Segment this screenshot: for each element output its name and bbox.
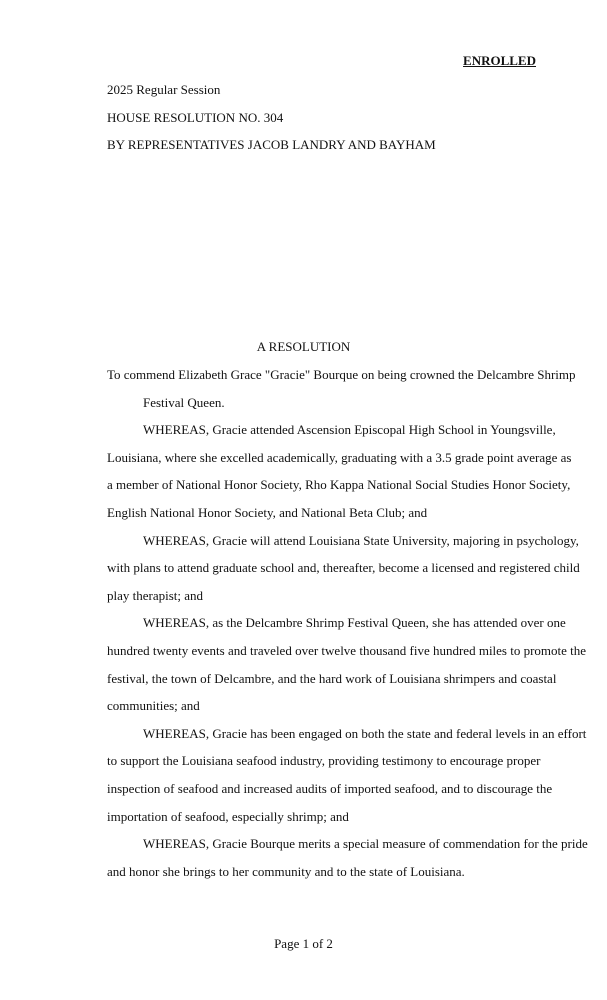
- text-line: a member of National Honor Society, Rho Kappa National Social Studies Honor Society,: [107, 477, 571, 493]
- text-line: WHEREAS, Gracie will attend Louisiana State University, majoring in psychology,: [143, 532, 579, 548]
- page-number: Page 1 of 2: [274, 936, 333, 951]
- text-line: play therapist; and: [107, 587, 204, 603]
- text-line: hundred twenty events and traveled over twelve thousand five hundred miles to promote the: [107, 642, 587, 658]
- text-line: to support the Louisiana seafood industry, providing testimony to encourage proper: [107, 753, 541, 769]
- text-line: inspection of seafood and increased audits of imported seafood, and to discourage the: [107, 780, 553, 796]
- text-line: English National Honor Society, and National Beta Club; and: [107, 504, 428, 520]
- text-line: communities; and: [107, 698, 200, 714]
- text-line: and honor she brings to her community and to the state of Louisiana.: [107, 863, 465, 879]
- authors: BY REPRESENTATIVES JACOB LANDRY AND BAYHAM: [107, 137, 436, 152]
- text-line: WHEREAS, Gracie Bourque merits a special measure of commendation for the pride: [143, 836, 588, 852]
- resolution-number: HOUSE RESOLUTION NO. 304: [107, 110, 284, 125]
- session-label: 2025 Regular Session: [107, 82, 221, 97]
- text-line: To commend Elizabeth Grace "Gracie" Bourque on being crowned the Delcambre Shrimp: [107, 367, 576, 382]
- resolution-title: A RESOLUTION: [256, 339, 351, 354]
- text-line: importation of seafood, especially shrimp; and: [107, 808, 349, 824]
- text-line: with plans to attend graduate school and, thereafter, become a licensed and registered child: [107, 560, 580, 576]
- text-line: WHEREAS, Gracie has been engaged on both the state and federal levels in an effort: [143, 725, 587, 741]
- text-line: Festival Queen.: [143, 394, 225, 410]
- text-line: WHEREAS, Gracie attended Ascension Episcopal High School in Youngsville,: [143, 422, 556, 438]
- text-line: festival, the town of Delcambre, and the hard work of Louisiana shrimpers and coastal: [107, 670, 557, 686]
- enrolled-status: ENROLLED: [463, 53, 536, 68]
- resolution-body: [107, 366, 588, 890]
- text-line: Louisiana, where she excelled academically, graduating with a 3.5 grade point average as: [107, 449, 572, 465]
- text-line: WHEREAS, as the Delcambre Shrimp Festival Queen, she has attended over one: [143, 615, 566, 631]
